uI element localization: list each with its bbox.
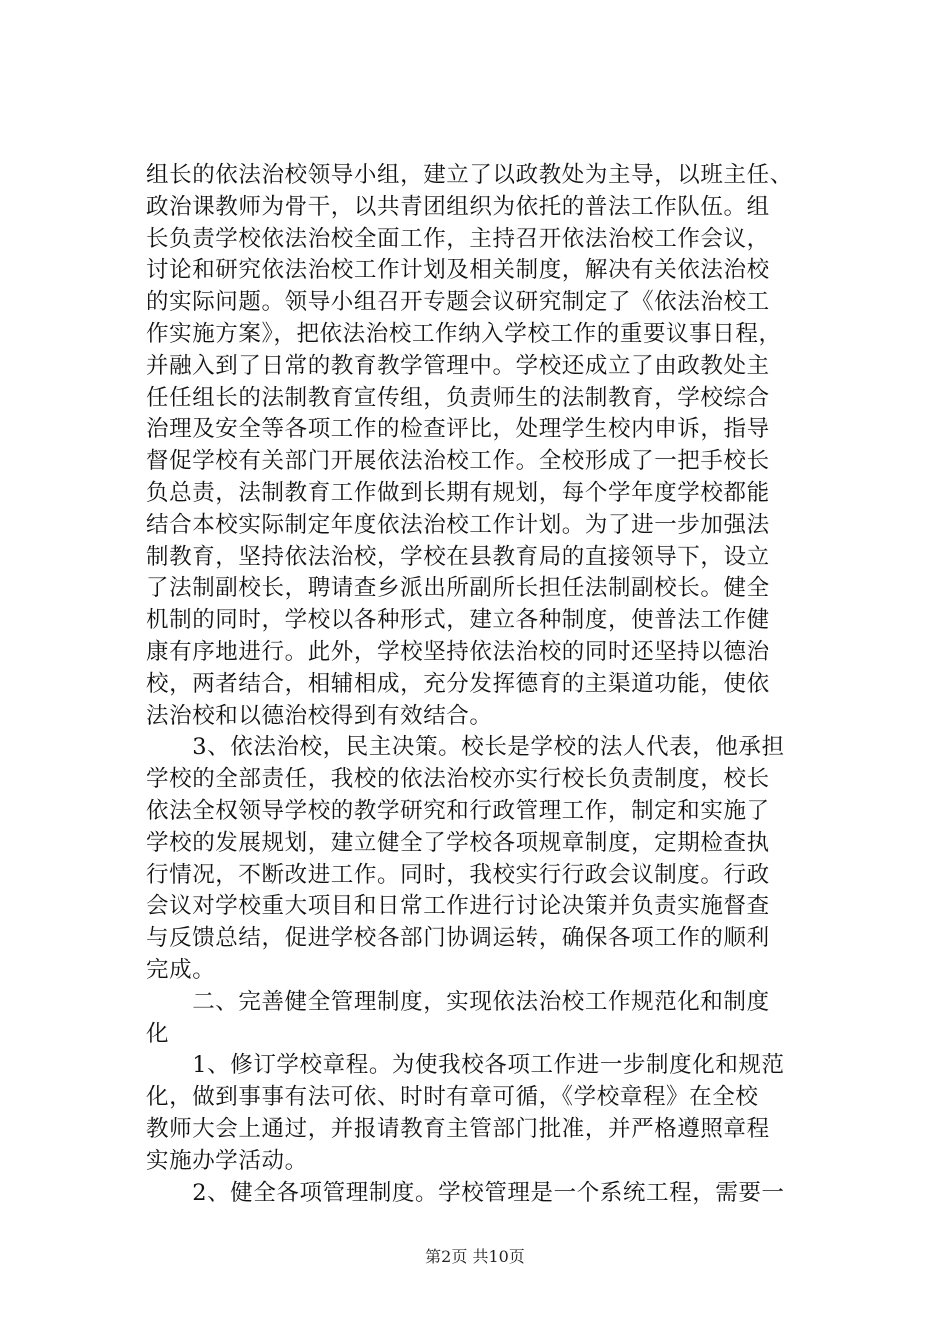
text-line: 组长的依法治校领导小组，建立了以政教处为主导，以班主任、 <box>146 162 793 188</box>
text-line: 学校的发展规划，建立健全了学校各项规章制度，定期检查执 <box>146 829 770 856</box>
text-line: 任任组长的法制教育宣传组，负责师生的法制教育，学校综合 <box>146 384 770 411</box>
text-line: 制教育，坚持依法治校，学校在县教育局的直接领导下，设立 <box>146 543 770 570</box>
text-line: 作实施方案》，把依法治校工作纳入学校工作的重要议事日程， <box>146 321 782 347</box>
text-line: 负总责，法制教育工作做到长期有规划，每个学年度学校都能 <box>146 480 770 506</box>
text-line: 康有序地进行。此外，学校坚持依法治校的同时还坚持以德治 <box>146 639 770 665</box>
text-line: 会议对学校重大项目和日常工作进行讨论决策并负责实施督查 <box>146 893 770 920</box>
text-line: 了法制副校长，聘请查乡派出所副所长担任法制副校长。健全 <box>146 575 770 602</box>
text-line: 的实际问题。领导小组召开专题会议研究制定了《依法治校工 <box>146 289 770 316</box>
text-line: 并融入到了日常的教育教学管理中。学校还成立了由政教处主 <box>146 352 770 379</box>
text-line: 学校的全部责任，我校的依法治校亦实行校长负责制度，校长 <box>146 766 770 793</box>
text-line: 讨论和研究依法治校工作计划及相关制度，解决有关依法治校 <box>146 257 770 284</box>
section-heading: 二、完善健全管理制度，实现依法治校工作规范化和制度 <box>146 988 770 1015</box>
text-line: 2、健全各项管理制度。学校管理是一个系统工程，需要一 <box>146 1179 785 1206</box>
text-line: 治理及安全等各项工作的检查评比，处理学生校内申诉，指导 <box>146 416 770 443</box>
text-line: 政治课教师为骨干，以共青团组织为依托的普法工作队伍。组 <box>146 193 770 220</box>
text-line: 结合本校实际制定年度依法治校工作计划。为了进一步加强法 <box>146 511 770 538</box>
text-line: 3、依法治校，民主决策。校长是学校的法人代表，他承担 <box>146 734 785 761</box>
text-line: 1、修订学校章程。为使我校各项工作进一步制度化和规范 <box>146 1052 785 1079</box>
text-line: 依法全权领导学校的教学研究和行政管理工作，制定和实施了 <box>146 798 770 824</box>
text-line: 机制的同时，学校以各种形式，建立各种制度，使普法工作健 <box>146 607 770 634</box>
text-line: 行情况，不断改进工作。同时，我校实行行政会议制度。行政 <box>146 861 770 888</box>
text-line: 长负责学校依法治校全面工作，主持召开依法治校工作会议， <box>146 225 770 252</box>
page-number-footer: 第2页 共10页 <box>425 1247 525 1266</box>
text-line: 实施办学活动。 <box>146 1147 308 1174</box>
text-line: 与反馈总结，促进学校各部门协调运转，确保各项工作的顺利 <box>146 925 770 952</box>
text-line: 督促学校有关部门开展依法治校工作。全校形成了一把手校长 <box>146 448 770 475</box>
section-heading: 化 <box>146 1020 170 1047</box>
text-line: 法治校和以德治校得到有效结合。 <box>146 702 493 729</box>
text-line: 完成。 <box>146 957 216 983</box>
text-line: 教师大会上通过，并报请教育主管部门批准，并严格遵照章程 <box>146 1116 770 1142</box>
text-line: 校，两者结合，相辅相成，充分发挥德育的主渠道功能，使依 <box>146 670 770 697</box>
text-line: 化，做到事事有法可依、时时有章可循，《学校章程》在全校 <box>146 1084 759 1111</box>
